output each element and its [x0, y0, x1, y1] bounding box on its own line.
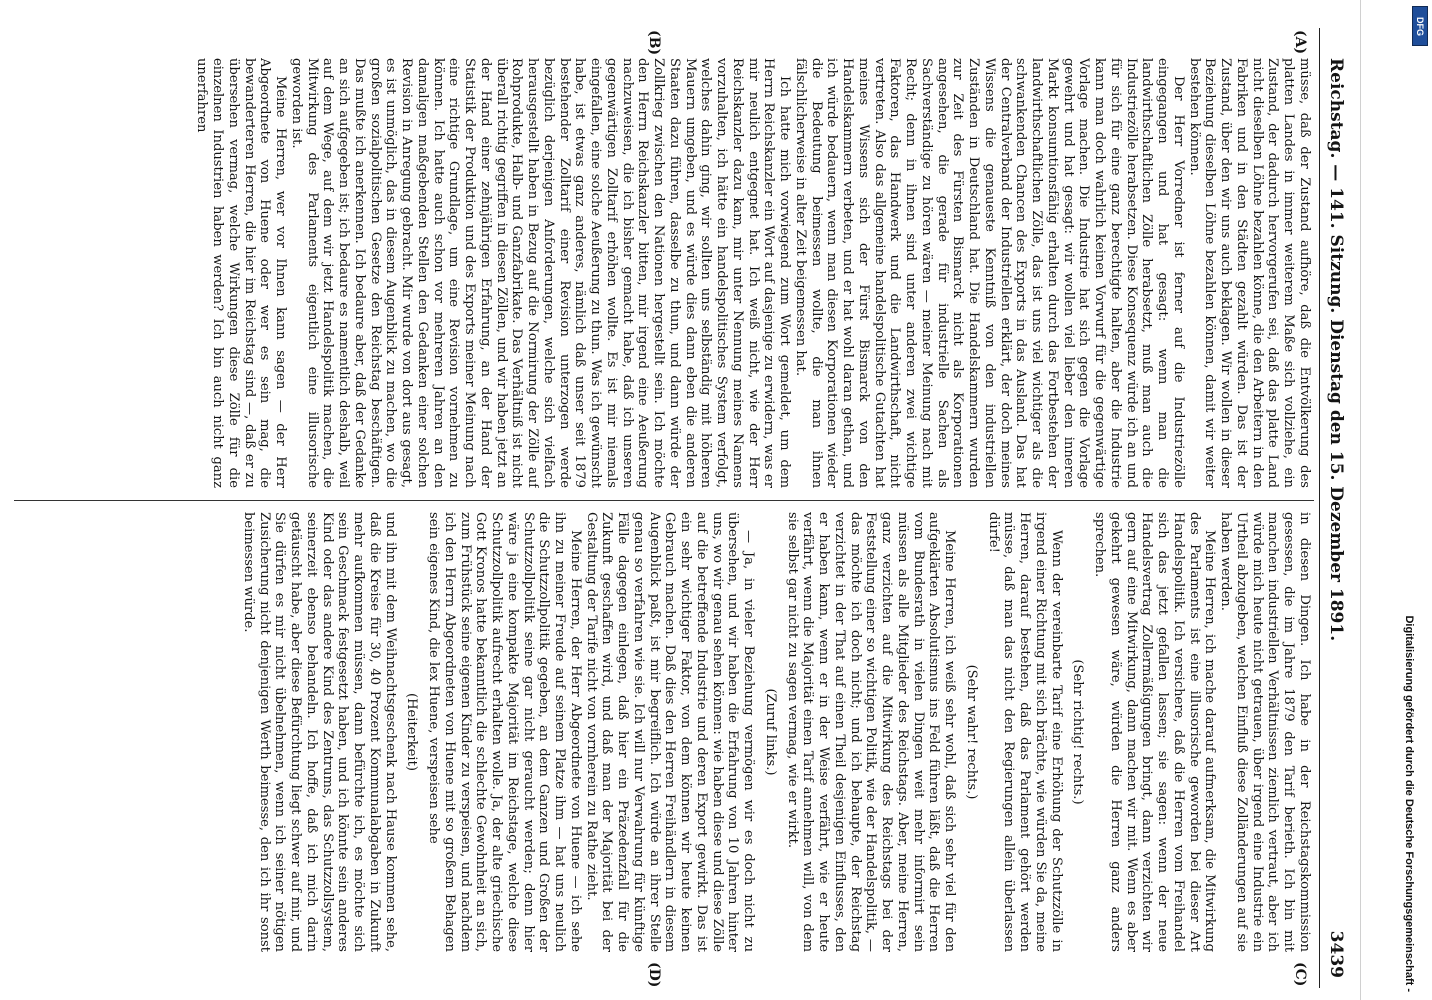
page-number: 3439: [1326, 930, 1346, 978]
dfg-logo: DFG: [1412, 6, 1428, 46]
paragraph: Ich hatte mich vorwiegend zum Wort gemeldet, um dem Herrn Reichskanzler ein Wort auf dasjenige zu erwidern, was er mir neulich entgegnet hat. Ich weiß nicht, wie der Herr Reichskanzler dazu kam, mir unter Nennung meines Namens vorzuhalten, ich hätte ein handelspolitisches System verfolgt, welches dahin ging, wir sollten uns selbständig mit höheren Mauern umgeben, und es würde dies dann eben die anderen Staaten dazu führen, dasselbe zu thun, und dann würde der Zollkrieg zwischen den Nationen hergestellt sein. Ich möchte den Herrn Reichskanzler bitten, mir irgend eine Aeußerung nachzuweisen, die ich bisher gemacht habe, daß ich unseren gegenwärtigen Zolltarif erhöhen wollte. Es ist mir niemals eingefallen, eine solche Aeußerung zu thun. Was ich gewünscht habe, ist etwas ganz anderes, nämlich daß unser seit 1879 bestehender Zolltarif einer Revision unterzogen werde bezüglich derjenigen Anforderungen, welche sich vielfach herausgestellt haben in Bezug auf die Normirung der Zölle auf Rohprodukte, Halb- und Ganzfabrikate. Das Verhältniß ist nicht überall richtig gegriffen in diesen Zöllen, und wir haben jetzt an der Hand einer zehnjährigen Erfahrung, an der Hand der Statistik der Produktion und des Exports meiner Meinung nach eine richtige Grundlage, um eine Revision vornehmen zu können. Ich hatte auch schon vor mehreren Jahren an den damaligen maßgebenden Stellen den Gedanken einer solchen Revision in Anregung gebracht. Mir wurde von dort aus gesagt, es ist unmöglich, das in diesem Augenblick zu machen, wo die großen sozialpolitischen Gesetze den Reichstag beschäftigen. Das mußte ich anerkennen. Ich bedaure aber, daß der Gedanke an sich aufgegeben ist; ich bedaure es namentlich deshalb, weil auf dem Wege, auf dem wir jetzt Handelspolitik machen, die Mitwirkung des Parlaments eigentlich eine illusorische geworden ist.: [289, 58, 793, 488]
right-column: [17, 512, 1312, 952]
page-edge-line: [1360, 0, 1361, 1000]
paragraph: Der Herr Vorredner ist ferner auf die Industriezölle eingegangen und hat gesagt: wenn man die landwirthschaftlichen Zölle herabsetzt, muß man auch die Industriezölle herabsetzen. Diese Konsequenz würde ich an und für sich für eine ganz berechtigte halten, aber die Industrie kann man doch wahrlich keinen Vorwurf für die gegenwärtige Vorlage machen. Die Industrie hat sich gegen die Vorlage gewehrt und hat gesagt: wir wollen viel lieber den inneren Markt konsumtionsfähig erhalten durch das Fortbestehen der landwirthschaftlichen Zölle, das ist uns viel wichtiger als die schwankenden Chancen des Exports in das Ausland. Das hat der Centralverband der Industriellen erklärt, der doch meines Wissens die genaueste Kenntniß von den industriellen Zuständen in Deutschland hat. Die Handelskammern wurden zur Zeit des Fürsten Bismarck nicht als Korporationen angesehen, die gerade für industrielle Sachen als Sachverständige zu hören wären — meiner Meinung nach mit Recht; denn in ihnen sind unter anderen zwei wichtige Faktoren, das Handwerk und die Landwirthschaft, nicht vertreten. Also das allgemeine handelspolitische Gutachten hat meines Wissens sich der Fürst Bismarck von den Handelskammern verbeten, und er hat wohl daran gethan, und ich würde bedauern, wenn man diesen Korporationen wieder die Bedeutung beimessen wollte, die man ihnen fälschlicherweise in alter Zeit beigemessen hat.: [793, 58, 1186, 488]
column-marker-b: (B): [646, 30, 662, 56]
paragraph: müsse, daß der Zustand aufhöre, daß die Entvölkerung des platten Landes in immer weiterem Maße sich vollziehe, ein Zustand, der dadurch hervorgerufen sei, daß das platte Land nicht dieselben Löhne bezahlen könne, die den Arbeitern in den Fabriken und in den Städten gezahlt würden. Das ist der Zustand, über den wir uns auch beklagen. Wir wollen in dieser Beziehung dieselben Löhne bezahlen können, damit wir weiter bestehen können.: [1186, 58, 1312, 488]
column-marker-c: (C): [1292, 962, 1308, 987]
paragraph: Meine Herren, der Herr Abgeordnete von Huene — ich sehe ihn zu meiner Freude auf seinem Platze ihm — hat uns neulich die Schutzzollpolitik gegeben, an dem Ganzen und Großen der Schutzzollpolitik seine gar nicht geraucht werden; denn hier wäre ja eine kompakte Majorität im Reichstage, welche diese Schutzzollpolitik aufrecht erhalten wolle. Ja, der alte griechische Gott Kronos hatte bekanntlich die schlechte Gewohnheit an sich, zum Frühstück seine eigenen Kinder zu verspeisen, und nachdem ich den Herrn Abgeordneten von Huene mit so großem Behagen sein eigenes Kind, die lex Huene, verspeisen sehe: [426, 512, 583, 952]
paragraph: und ihn mit dem Weihnachtsgeschenk nach Hause kommen sehe, daß die Kreise für 30, 40 Prozent Kommunalabgaben in Zukunft mehr aufkommen müssen, dann befürchte ich, es möchte sich sein Geschmack festgesetzt haben, und ich könnte sein anderes Kind oder das andere Kind des Zentrums, das Schutzzollsystem, seinerzeit ebenso behandeln. Ich hoffe, daß ich mich darin getäuscht habe, aber diese Befürchtung liegt schwer auf mir, und Sie dürfen es mir nicht übelnehmen, wenn ich seiner nötigen Zusicherung nicht denjenigen Werth beimesse, den ich ihr sonst beimessen würde.: [241, 512, 398, 952]
paragraph: Meine Herren, wer vor Ihnen kann sagen — der Herr Abgeordnete von Huene oder wer es sein mag, die bewanderteren Herren, die hier im Reichstag sind —, daß er zu übersehen vermag, welche Wirkungen diese Zölle für die einzelnen Industrien haben werden? Ich bin auch nicht ganz unerfahren: [194, 58, 289, 488]
interjection: (Sehr richtig! rechts.): [1070, 659, 1086, 805]
header-title: Reichstag. — 141. Sitzung. Dienstag den 15. Dezember 1891.: [1326, 58, 1346, 642]
column-marker-d: (D): [646, 962, 662, 988]
interjection: (Heiterkeit): [404, 693, 420, 771]
interjection: (Zuruf links.): [763, 688, 778, 776]
digitization-credit: [1394, 8, 1424, 992]
paragraph: Meine Herren, ich weiß sehr wohl, daß sich sehr viel für den aufgeklärten Absolutismus ins Feld führen läßt, daß die Herren vom Bundesrath in vielen Dingen weit mehr informirt sein müssen als alle Mitglieder des Reichstags. Aber, meine Herren, ganz verzichten auf die Mitwirkung des Reichstags bei der Feststellung einer so wichtigen Politik, wie der Handelspolitik, — das möchte ich doch nicht; und ich behaupte, der Reichstag verzichtet in der That auf einen Theil desjenigen Einflusses, den er haben kann, wenn er in der Weise verfährt, wie er heute verfährt, wenn die Majorität einen Tarif annehmen will, von dem sie selbst gar nicht zu sagen vermag, wie er wirkt.: [784, 512, 958, 952]
paragraph: Wenn der vereinbarte Tarif eine Erhöhung der Schutzzölle in irgend einer Richtung mit sich brächte, wie würden Sie da, meine Herren, darauf bestehen, daß das Parlament gehört werden müsse, daß man das nicht den Regierungen allein überlassen dürfe!: [985, 512, 1064, 952]
interjection: (Sehr wahr! rechts.): [964, 664, 979, 800]
paragraph: in diesen Dingen. Ich habe in der Reichstagskommission gesessen, die im Jahre 1879 den Tarif berieth. Ich bin mit manchen industriellen Verhältnissen ziemlich vertraut, aber ich würde mich heute nicht getrauen, über irgend eine Industrie ein Urtheil abzugeben, welchen Einfluß diese Zolländerungen auf sie haben werden.: [1218, 512, 1312, 952]
rotated-document: [0, 28, 1352, 988]
page-header: [1319, 28, 1350, 988]
column-marker-a: (A): [1292, 30, 1308, 55]
credit-text: Digitalisierung gefördert durch die Deutsche Forschungsgemeinschaft -: [1403, 615, 1415, 992]
paragraph: Meine Herren, ich mache darauf aufmerksam, die Mitwirkung des Parlaments ist eine illusorische geworden bei dieser Art Handelspolitik. Ich versichere, daß die Herren vom Freihandel sich das jetzt gefallen lassen; sie sagen: wenn der neue Handelsvertrag Zollermäßigungen bringt, dann verzichten wir gern auf eine Mitwirkung, dann machen wir mit. Wenn es aber gekehrt gewesen wäre, würden die Herren ganz anders sprechen.: [1092, 512, 1218, 952]
left-column: [17, 58, 1312, 488]
paragraph: — Ja, in vieler Beziehung vermögen wir es doch nicht zu übersehen, und wir haben die Erfahrung von 10 Jahren hinter uns, wo wir genau sehen können: wie haben diese und diese Zölle auf die betreffende Industrie und deren Export gewirkt. Das ist ein sehr wichtiger Faktor, von dem können wir heute keinen Gebrauch machen. Daß dies den Herren Freihändlern in diesem Augenblick paßt, ist mir begreiflich. Ich würde an ihrer Stelle genau so verfahren wie sie. Ich will nur Verwahrung für künftige Fälle dagegen einlegen, daß hier ein Präzedenzfall für die Zukunft geschaffen wird, und daß man der Majorität bei der Gestaltung der Tarife nicht von vornherein zu Rathe zieht.: [583, 512, 757, 952]
column-divider: [14, 500, 1314, 501]
